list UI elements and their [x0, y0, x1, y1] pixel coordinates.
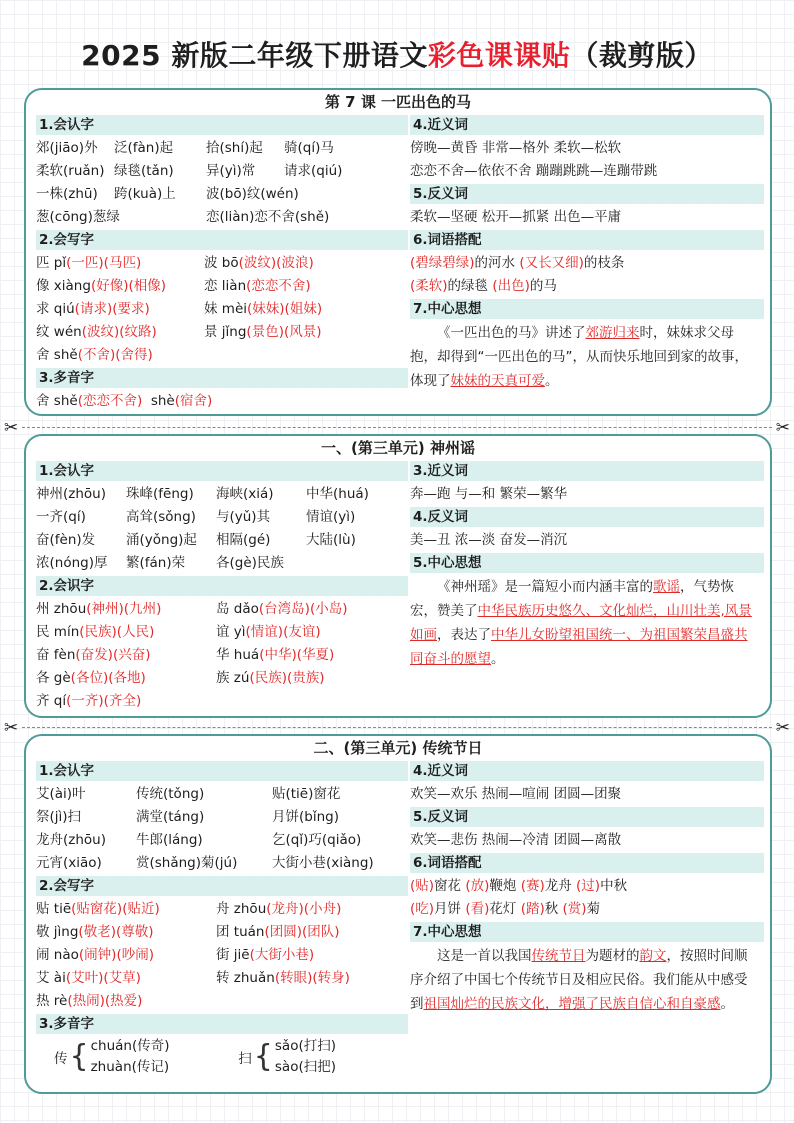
antonym-row: 欢笑—悲伤 热闹—冷清 团圆—离散 [410, 832, 622, 848]
synonym-row: 欢笑—欢乐 热闹—喧闹 团圆—团聚 [410, 786, 622, 802]
write-row: 奋 fèn(奋发)(兴奋) 华 huá(中华)(华夏) [36, 647, 335, 663]
synonym-row: 恋恋不舍—依依不舍 蹦蹦跳跳—连蹦带跳 [410, 163, 658, 179]
lesson-card-horse [24, 88, 772, 416]
write-row: 闹 nào(闹钟)(吵闹) 街 jiē(大街小巷) [36, 947, 315, 963]
brace-icon: { [253, 1039, 273, 1074]
scissors-icon: ✂ [4, 418, 19, 438]
collocation-row: (贴)窗花 (放)鞭炮 (赛)龙舟 (过)中秋 [410, 878, 628, 894]
polyphone-chuan: 传 { chuán(传奇) zhuàn(传记) [54, 1038, 170, 1075]
section-heading-main-idea: 7.中心思想 [410, 922, 764, 942]
section-heading-collocation: 6.词语搭配 [410, 853, 764, 873]
scissors-icon: ✂ [4, 718, 19, 738]
polyphone-group [36, 1036, 408, 1082]
brace-icon: { [69, 1039, 89, 1074]
write-row: 热 rè(热闹)(热爱) [36, 993, 143, 1009]
section-heading-polyphone: 3.多音字 [36, 1014, 408, 1034]
synonym-row: 奔—跑 与—和 繁荣—繁华 [410, 486, 568, 502]
polyphone-row: 舍 shě(恋恋不舍) shè(宿舍) [36, 393, 213, 409]
write-row: 各 gè(各位)(各地) 族 zú(民族)(贵族) [36, 670, 325, 686]
write-row: 贴 tiē(贴窗花)(贴近) 舟 zhōu(龙舟)(小舟) [36, 901, 342, 917]
page-title [0, 34, 794, 74]
section-heading-write: 2.会写字 [36, 230, 408, 250]
section-heading-literacy: 2.会识字 [36, 576, 408, 596]
section-heading-synonyms: 4.近义词 [410, 761, 764, 781]
polyphone-sao: 扫 { sǎo(打扫) sào(扫把) [238, 1038, 336, 1075]
scissors-icon: ✂ [775, 418, 790, 438]
title-red: 彩色课课贴 [427, 39, 571, 72]
section-heading-antonyms: 4.反义词 [410, 507, 764, 527]
write-row: 民 mín(民族)(人民) 谊 yì(情谊)(友谊) [36, 624, 321, 640]
word-row: 龙舟(zhōu) 牛郎(láng) 乞(qǐ)巧(qiǎo) [36, 832, 362, 848]
section-heading-recognize: 1.会认字 [36, 461, 408, 481]
word-row: 浓(nóng)厚 繁(fán)荣 各(gè)民族 [36, 555, 284, 571]
word-row: 一株(zhū) 跨(kuà)上 波(bō)纹(wén) [36, 186, 299, 202]
section-heading-main-idea: 5.中心思想 [410, 553, 764, 573]
card-title: 二、(第三单元) 传统节日 [313, 739, 483, 757]
lesson-card-shenzhouyao [24, 434, 772, 718]
section-heading-polyphone: 3.多音字 [36, 368, 408, 388]
antonym-row: 美—丑 浓—淡 奋发—消沉 [410, 532, 568, 548]
main-idea-paragraph: 《一匹出色的马》讲述了郊游归来时，妹妹求父母抱，却得到“一匹出色的马”，从而快乐地回到家的故事，体现了妹妹的天真可爱。 [410, 325, 748, 389]
word-row: 祭(jì)扫 满堂(táng) 月饼(bǐng) [36, 809, 339, 825]
word-row: 一齐(qí) 高耸(sǒng) 与(yǔ)其 情谊(yì) [36, 509, 356, 525]
main-idea-paragraph: 《神州瑶》是一篇短小而内涵丰富的歌谣，气势恢宏，赞美了中华民族历史悠久、文化灿烂，山川壮美,风景如画，表达了中华儿女盼望祖国统一、为祖国繁荣昌盛共同奋斗的愿望。 [410, 579, 752, 667]
synonym-row: 傍晚—黄昏 非常—格外 柔软—松软 [410, 140, 622, 156]
word-row: 郊(jiāo)外 泛(fàn)起 拾(shí)起 骑(qí)马 [36, 140, 334, 156]
write-row: 艾 ài(艾叶)(艾草) 转 zhuǎn(转眼)(转身) [36, 970, 350, 986]
main-idea-paragraph: 这是一首以我国传统节日为题材的韵文，按照时间顺序介绍了中国七个传统节日及相应民俗。我们能从中感受到祖国灿烂的民族文化，增强了民族自信心和自豪感。 [410, 948, 748, 1012]
scissors-icon: ✂ [775, 718, 790, 738]
lesson-card-traditional-festivals [24, 734, 772, 1094]
section-heading-synonyms: 3.近义词 [410, 461, 764, 481]
word-row: 柔软(ruǎn) 绿毯(tǎn) 异(yì)常 请求(qiú) [36, 163, 343, 179]
card-title: 一、(第三单元) 神州谣 [321, 439, 475, 457]
section-heading-recognize: 1.会认字 [36, 115, 408, 135]
section-heading-antonyms: 5.反义词 [410, 807, 764, 827]
word-row: 神州(zhōu) 珠峰(fēng) 海峡(xiá) 中华(huá) [36, 486, 369, 502]
write-row: 州 zhōu(神州)(九州) 岛 dǎo(台湾岛)(小岛) [36, 601, 348, 617]
section-heading-collocation: 6.词语搭配 [410, 230, 764, 250]
section-heading-main-idea: 7.中心思想 [410, 299, 764, 319]
write-row: 敬 jìng(敬老)(尊敬) 团 tuán(团圆)(团队) [36, 924, 340, 940]
section-heading-antonyms: 5.反义词 [410, 184, 764, 204]
write-row: 匹 pǐ(一匹)(马匹) 波 bō(波纹)(波浪) [36, 255, 314, 271]
title-black: 2025 新版二年级下册语文 [81, 39, 428, 72]
section-heading-write: 2.会写字 [36, 876, 408, 896]
section-heading-recognize: 1.会认字 [36, 761, 408, 781]
antonym-row: 柔软—坚硬 松开—抓紧 出色—平庸 [410, 209, 622, 225]
section-heading-synonyms: 4.近义词 [410, 115, 764, 135]
write-row: 像 xiàng(好像)(相像) 恋 liàn(恋恋不舍) [36, 278, 311, 294]
write-row: 舍 shě(不舍)(舍得) [36, 347, 153, 363]
word-row: 元宵(xiāo) 赏(shǎng)菊(jú) 大街小巷(xiàng) [36, 855, 374, 871]
collocation-row: (柔软)的绿毯 (出色)的马 [410, 278, 557, 294]
title-tail: （裁剪版） [570, 39, 713, 72]
card-title: 第 7 课 一匹出色的马 [324, 93, 472, 111]
write-row: 纹 wén(波纹)(纹路) 景 jǐng(景色)(风景) [36, 324, 322, 340]
collocation-row: (吃)月饼 (看)花灯 (踏)秋 (赏)菊 [410, 901, 601, 917]
word-row: 奋(fèn)发 涌(yǒng)起 相隔(gé) 大陆(lù) [36, 532, 356, 548]
word-row: 葱(cōng)葱绿 恋(liàn)恋不舍(shě) [36, 209, 330, 225]
write-row: 求 qiú(请求)(要求) 妹 mèi(妹妹)(姐妹) [36, 301, 323, 317]
collocation-row: (碧绿碧绿)的河水 (又长又细)的枝条 [410, 255, 625, 271]
word-row: 艾(ài)叶 传统(tǒng) 贴(tiē)窗花 [36, 786, 341, 802]
write-row: 齐 qí(一齐)(齐全) [36, 693, 142, 709]
